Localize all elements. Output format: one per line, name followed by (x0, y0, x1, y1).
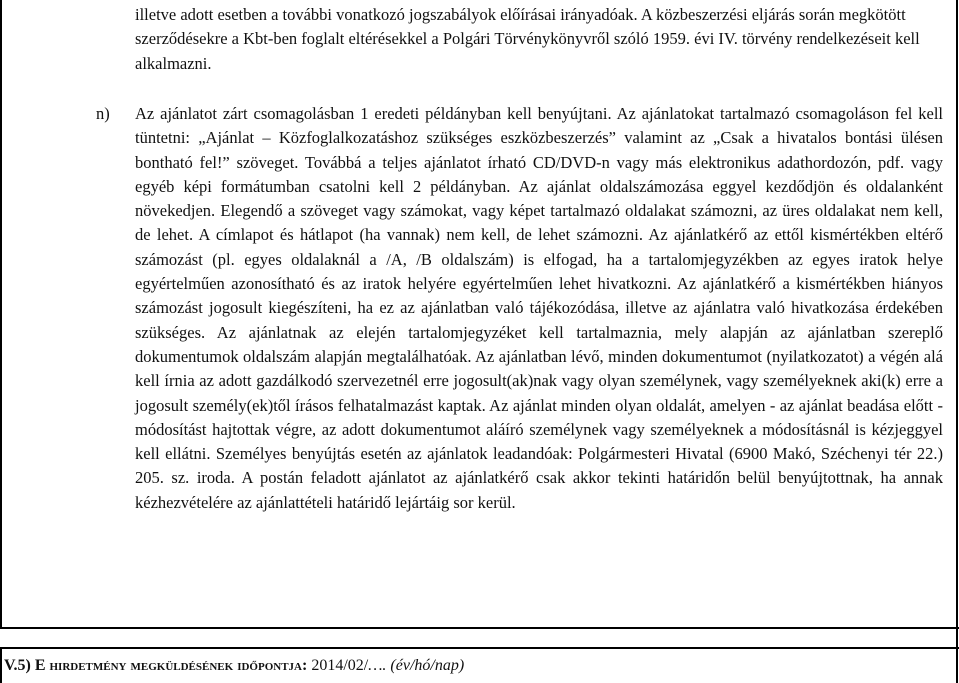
footer-top-border (0, 647, 959, 649)
footer-prefix: V.5) E (4, 657, 50, 674)
footer-date-hint: …. (év/hó/nap) (368, 657, 465, 674)
footer-heading (4, 655, 464, 677)
footer-colon: : (301, 657, 308, 674)
footer-date-value: 2014/02/ (307, 657, 369, 674)
section-divider (0, 627, 959, 629)
table-left-border (0, 0, 2, 627)
footer-heading-text: hirdetmény megküldésének időpontja (49, 657, 302, 674)
footer-left-border (0, 647, 2, 683)
intro-paragraph: illetve adott esetben a további vonatkozó jogszabályok előírásai irányadóak. A közbeszerzési eljárás során megkötött szerződésekre a Kbt-ben foglalt eltérésekkel a Polgári Törvénykönyvről szóló 1959. évi IV. törvény rendelkezéseit kell alkalmazni. (135, 5, 920, 73)
item-n-text: Az ajánlatot zárt csomagolásban 1 eredeti példányban kell benyújtani. Az ajánlatokat tartalmazó csomagoláson fel kell tüntetni: „Ajánlat – Közfoglalkozatáshoz szükséges eszközbeszerzés” valamint az „Csak a hivatalos bontási ülésen bontható fel!” szöveget. Továbbá a teljes ajánlatot írható CD/DVD-n vagy más elektronikus adathordozón, pdf. vagy egyéb képi formátumban csatolni kell 2 példányban. Az ajánlat oldalszámozása eggyel kezdődjön és oldalanként növekedjen. Elegendő a szöveget vagy számokat, vagy képet tartalmazó oldalakat számozni, az üres oldalakat nem kell, de lehet. A címlapot és hátlapot (ha vannak) nem kell, de lehet számozni. Az ajánlatkérő az ettől kismértékben eltérő számozást (pl. egyes oldalaknál a /A, /B oldalszám) is elfogad, ha a tartalomjegyzékben az egyes iratok helye egyértelműen azonosítható és az iratok helyére egyértelműen lehet hivatkozni. Az ajánlatkérő a kismértékben hiányos számozást jogosult kiegészíteni, ha ez az ajánlatban való tájékozódása, illetve az ajánlatra való hivatkozása érdekében szükséges. Az ajánlatnak az elején tartalomjegyzéket kell tartalmaznia, mely alapján az ajánlatban szereplő dokumentumok oldalszám alapján megtalálhatóak. Az ajánlatban lévő, minden dokumentumot (nyilatkozatot) a végén alá kell írnia az adott gazdálkodó szervezetnél erre jogosult(ak)nak vagy olyan személynek, vagy személyeknek aki(k) erre a jogosult személy(ek)től írásos felhatalmazást kaptak. Az ajánlat minden olyan oldalát, amelyen - az ajánlat beadása előtt - módosítást hajtottak végre, az adott dokumentumot aláíró személynek vagy személyeknek a módosításnál is kézjeggyel kell ellátni. Személyes benyújtás esetén az ajánlatok leadandóak: Polgármesteri Hivatal (6900 Makó, Széchenyi tér 22.) 205. sz. iroda. A postán feladott ajánlatot az ajánlatkérő csak akkor tekinti határidőn belül benyújtottnak, ha annak kézhezvételére az ajánlattételi határidő lejártáig sor kerül. (135, 104, 943, 512)
item-n-label: n) (96, 104, 110, 123)
table-right-border (956, 0, 958, 683)
